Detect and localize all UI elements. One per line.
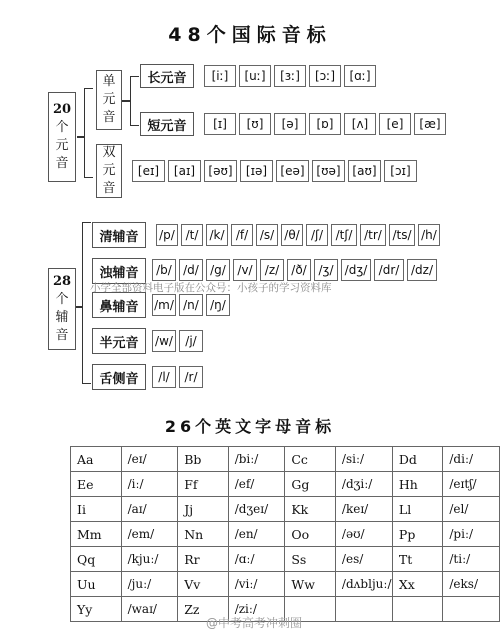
alphabet-title: 26个英文字母音标 [164,417,336,436]
letter-phonetic-cell: /en/ [228,522,285,547]
letter-phonetic-cell: /siː/ [335,447,392,472]
letter-cell: Mm [71,522,122,547]
letter-cell: Ii [71,497,122,522]
letter-cell: Ff [178,472,228,497]
letter-phonetic-cell: /tiː/ [443,547,500,572]
semivowel-label: 半元音 [92,328,146,354]
vowels-group-label: 20 个 元 音 [48,92,76,182]
letter-phonetic-cell: /dʌbljuː/ [335,572,392,597]
letter-phonetic-cell: /ɑː/ [228,547,285,572]
letter-phonetic-cell: /es/ [335,547,392,572]
voiceless-symbol: /k/ [206,224,228,246]
letter-phonetic-cell: /dʒeɪ/ [228,497,285,522]
voiced-symbol: /d/ [179,259,203,281]
voiceless-symbol: /tr/ [360,224,386,246]
table-row [71,547,500,572]
table-row [71,497,500,522]
nasal-symbol: /n/ [179,294,203,316]
letter-cell: Ss [285,547,336,572]
letter-cell: Pp [392,522,442,547]
lateral-symbol: /r/ [179,366,203,388]
monophthong-label: 单 元 音 [96,70,122,130]
table-row [71,447,500,472]
short-vowel-symbol: [ə] [274,113,306,135]
vowels-brace-stem [77,136,85,138]
letter-phonetic-cell: /kjuː/ [121,547,178,572]
letter-phonetic-cell: /em/ [121,522,178,547]
voiced-label: 浊辅音 [92,258,146,284]
letter-cell: Aa [71,447,122,472]
long-vowel-label: 长元音 [140,64,194,88]
diphthong-symbol: [aʊ] [348,160,381,182]
letter-cell: Kk [285,497,336,522]
voiced-symbol: /g/ [206,259,230,281]
voiceless-symbol: /ʃ/ [306,224,328,246]
short-vowel-symbol: [e] [379,113,411,135]
diphthong-symbol: [eɪ] [132,160,165,182]
long-vowel-symbol: [uː] [239,65,271,87]
letter-phonetic-cell: /viː/ [228,572,285,597]
monophthong-brace-stem [122,100,130,102]
lateral-symbol: /l/ [152,366,176,388]
short-vowel-symbol: [ʊ] [239,113,271,135]
letter-cell: Ll [392,497,442,522]
nasal-symbol: /ŋ/ [206,294,230,316]
long-vowel-symbol: [ɜː] [274,65,306,87]
long-vowel-symbol: [ɑː] [344,65,376,87]
letter-phonetic-cell: /juː/ [121,572,178,597]
letter-cell [392,597,442,622]
vowels-brace [84,88,93,178]
letter-phonetic-cell: /ef/ [228,472,285,497]
letter-phonetic-cell: /dʒiː/ [335,472,392,497]
letter-phonetic-cell: /aɪ/ [121,497,178,522]
letter-phonetic-cell: /ziː/ [228,597,285,622]
letter-cell: Vv [178,572,228,597]
diphthong-symbol: [ɔɪ] [384,160,417,182]
long-vowel-symbol: [iː] [204,65,236,87]
voiced-symbol: /ð/ [287,259,311,281]
short-vowel-symbol: [ʌ] [344,113,376,135]
letter-cell: Dd [392,447,442,472]
letter-cell: Ww [285,572,336,597]
voiceless-label: 清辅音 [92,222,146,248]
diphthong-label: 双 元 音 [96,144,122,198]
letter-phonetic-cell [443,597,500,622]
short-vowel-symbol: [æ] [414,113,446,135]
voiced-symbol: /dr/ [374,259,404,281]
letter-cell: Hh [392,472,442,497]
letter-cell: Bb [178,447,228,472]
consonants-brace-stem [76,306,83,308]
consonants-brace [82,222,91,384]
nasal-label: 鼻辅音 [92,292,146,318]
letter-cell: Zz [178,597,228,622]
letter-phonetic-cell: /eɪtʃ/ [443,472,500,497]
letter-cell: Qq [71,547,122,572]
diphthong-symbol: [ɪə] [240,160,273,182]
letter-phonetic-cell: /eks/ [443,572,500,597]
letter-phonetic-cell [335,597,392,622]
short-vowel-label: 短元音 [140,112,194,136]
voiceless-symbol: /t/ [181,224,203,246]
voiceless-symbol: /tʃ/ [331,224,357,246]
letter-phonetic-cell: /əʊ/ [335,522,392,547]
diphthong-symbol: [eə] [276,160,309,182]
letter-cell: Jj [178,497,228,522]
short-vowel-symbol: [ɒ] [309,113,341,135]
voiced-symbol: /z/ [260,259,284,281]
voiced-symbol: /b/ [152,259,176,281]
watermark-bottom: @中考高考冲刺圈 [206,616,303,630]
diphthong-symbol: [aɪ] [168,160,201,182]
letter-cell: Yy [71,597,122,622]
voiceless-symbol: /s/ [256,224,278,246]
letter-phonetic-cell: /el/ [443,497,500,522]
letter-phonetic-cell: /piː/ [443,522,500,547]
table-row [71,572,500,597]
letter-cell: Cc [285,447,336,472]
short-vowel-symbol: [ɪ] [204,113,236,135]
long-vowel-symbol: [ɔː] [309,65,341,87]
letter-cell: Nn [178,522,228,547]
letter-cell: Uu [71,572,122,597]
letter-cell: Rr [178,547,228,572]
voiced-symbol: /dz/ [407,259,437,281]
table-row [71,522,500,547]
nasal-symbol: /m/ [152,294,176,316]
letter-cell: Tt [392,547,442,572]
letter-phonetic-cell: /biː/ [228,447,285,472]
diphthong-symbol: [əʊ] [204,160,237,182]
monophthong-brace [130,76,139,126]
alphabet-table [70,446,500,622]
consonants-group-label: 28 个 辅 音 [48,268,76,350]
voiced-symbol: /v/ [233,259,257,281]
letter-phonetic-cell: /iː/ [121,472,178,497]
lateral-label: 舌侧音 [92,364,146,390]
letter-phonetic-cell: /diː/ [443,447,500,472]
letter-cell: Xx [392,572,442,597]
semivowel-symbol: /j/ [179,330,203,352]
voiceless-symbol: /f/ [231,224,253,246]
table-row [71,472,500,497]
voiced-symbol: /dʒ/ [341,259,371,281]
letter-cell: Ee [71,472,122,497]
page-title: 48个国际音标 [168,24,332,46]
voiceless-symbol: /θ/ [281,224,303,246]
voiceless-symbol: /p/ [156,224,178,246]
letter-phonetic-cell: /keɪ/ [335,497,392,522]
letter-phonetic-cell: /waɪ/ [121,597,178,622]
letter-phonetic-cell: /eɪ/ [121,447,178,472]
semivowel-symbol: /w/ [152,330,176,352]
letter-cell: Gg [285,472,336,497]
voiced-symbol: /ʒ/ [314,259,338,281]
diphthong-symbol: [ʊə] [312,160,345,182]
letter-cell: Oo [285,522,336,547]
voiceless-symbol: /h/ [418,224,440,246]
watermark-text: 小学全部资料电子版在公众号：小孩子的学习资料库 [90,282,332,294]
voiceless-symbol: /ts/ [389,224,415,246]
